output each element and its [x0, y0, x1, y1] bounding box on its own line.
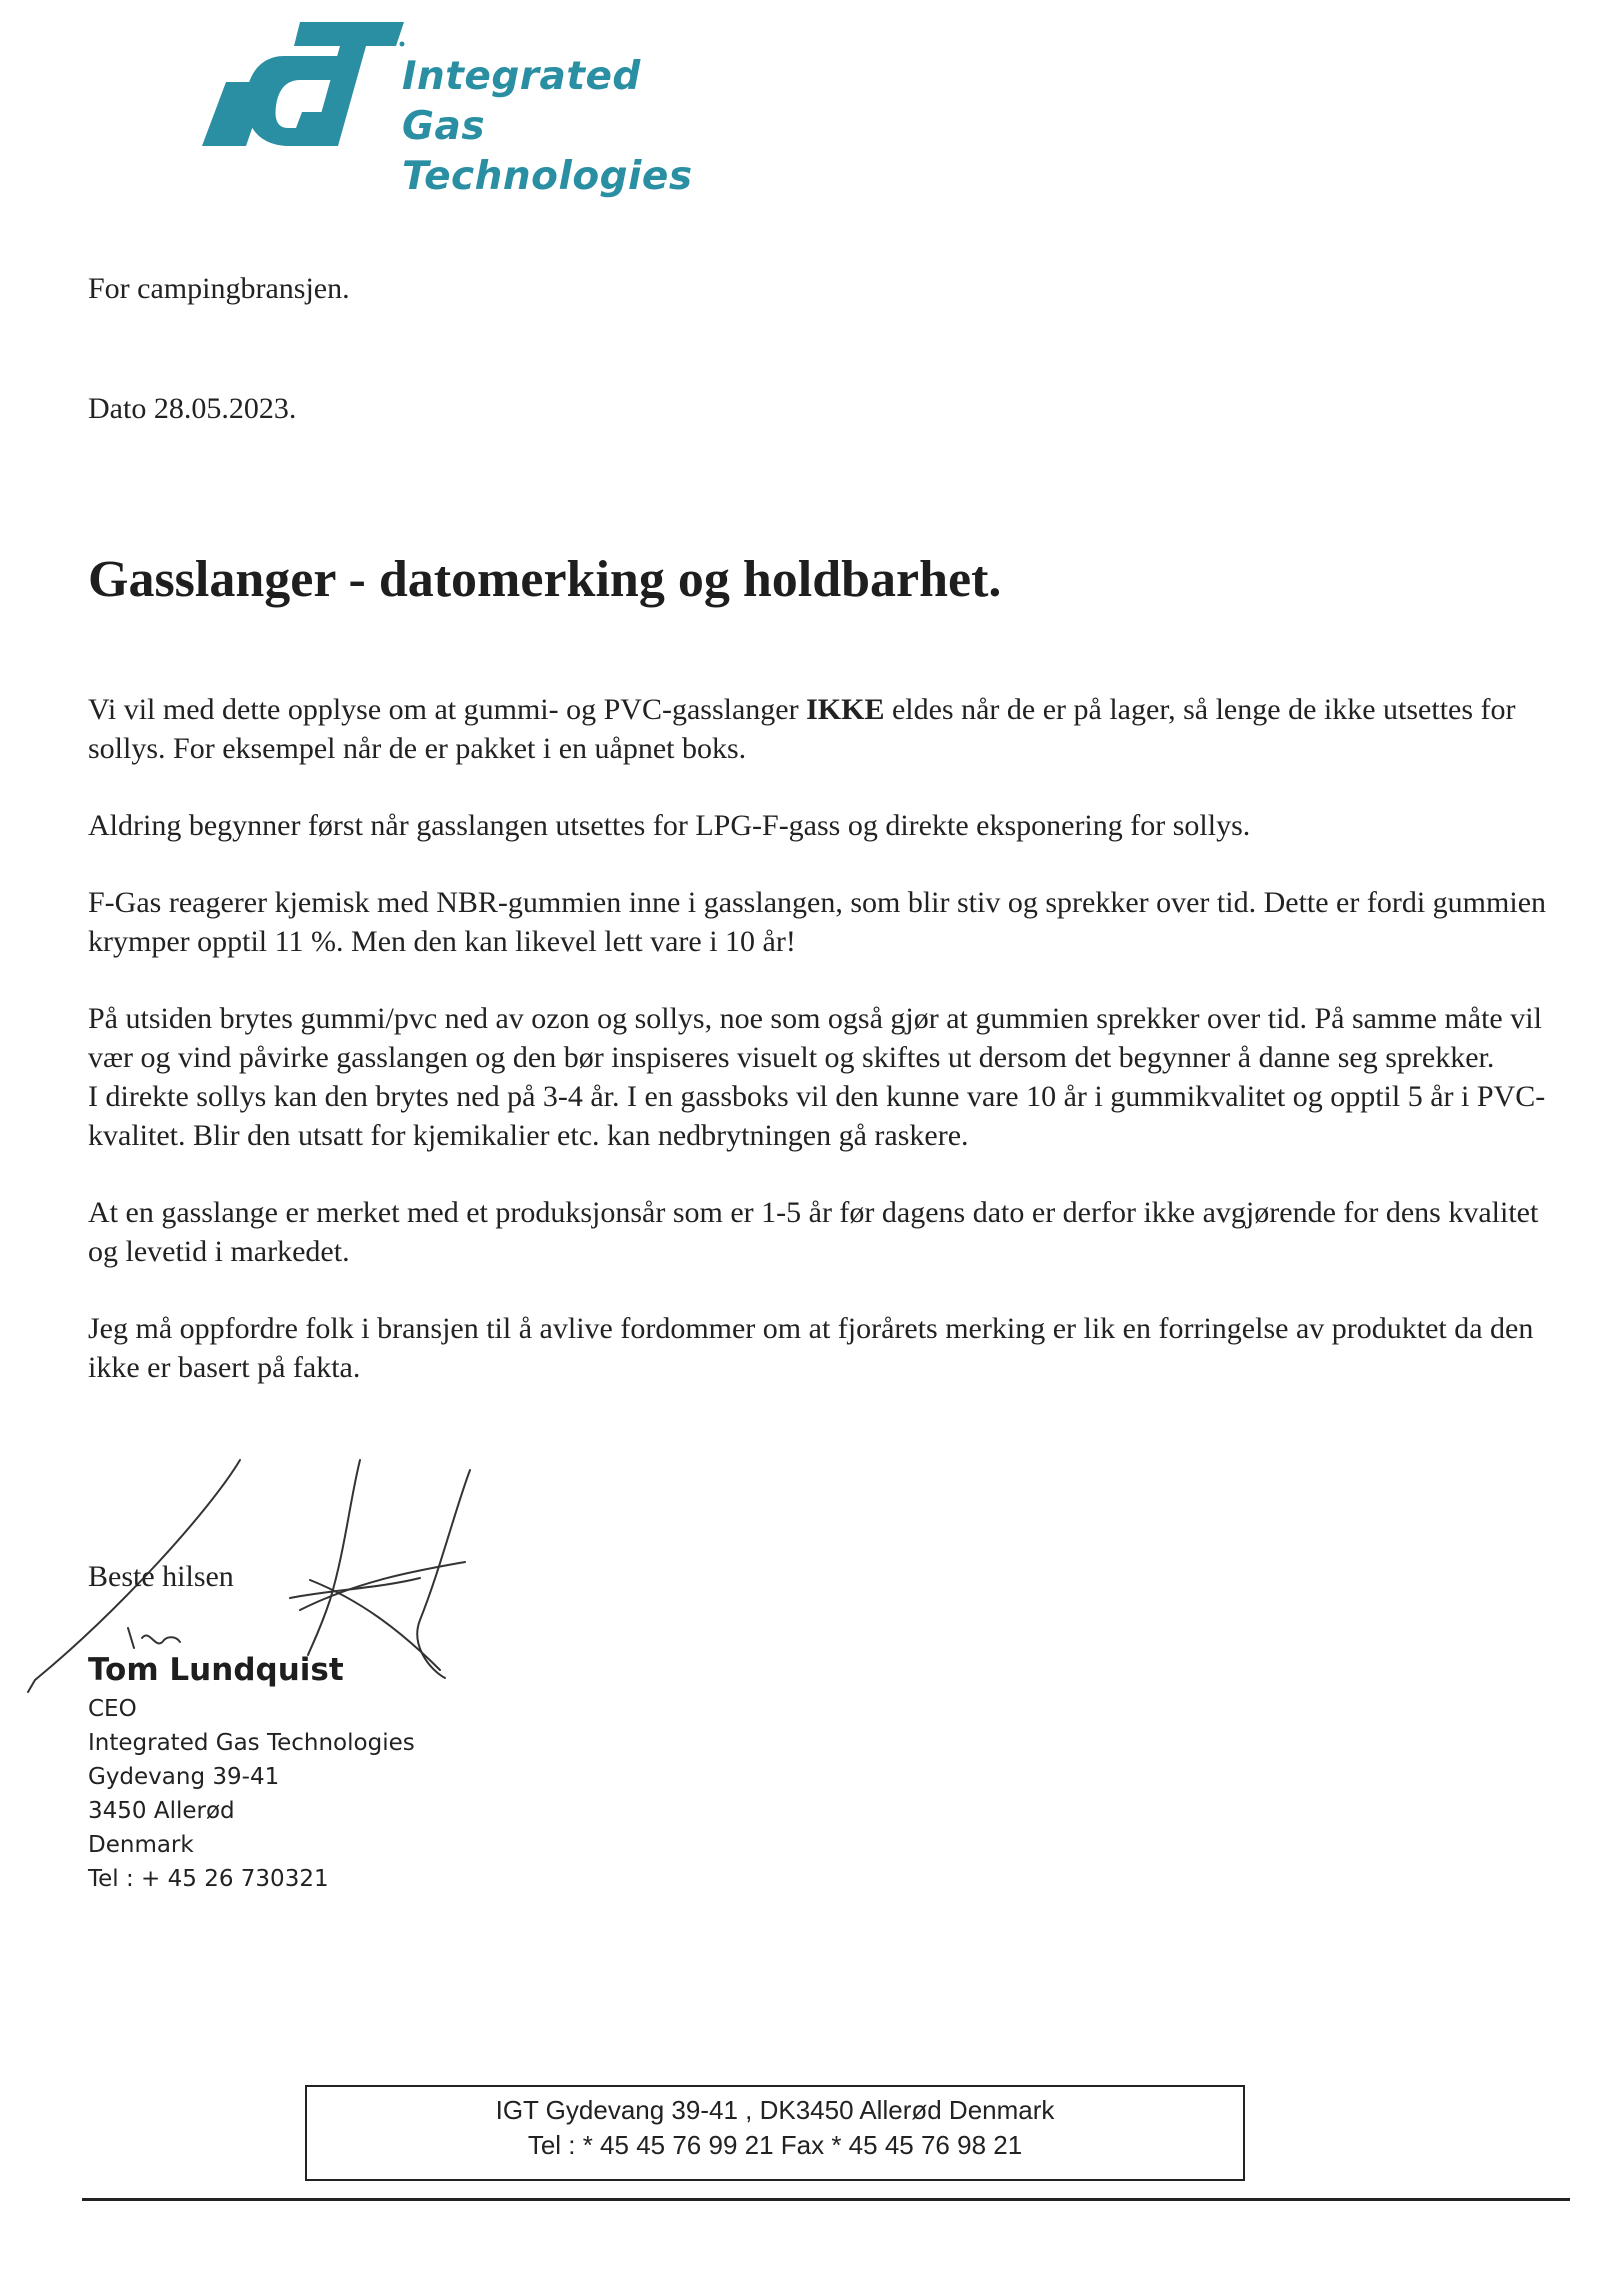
recipient-line: For campingbransjen. [88, 272, 350, 305]
date-line: Dato 28.05.2023. [88, 392, 297, 425]
company-name-line2: Technologies [402, 154, 693, 199]
signatory-country: Denmark [88, 1832, 194, 1858]
letter-title: Gasslanger - datomerking og holdbarhet. [88, 551, 1002, 608]
signatory-company: Integrated Gas Technologies [88, 1730, 415, 1756]
letter-body [88, 690, 1568, 1425]
company-wordmark [402, 52, 730, 202]
signature-block [88, 1648, 415, 1896]
footer-divider [82, 2198, 1570, 2201]
paragraph-6: At en gasslange er merket med et produksjonsår som er 1-5 år før dagens dato er derfor ikke avgjørende for dens kvalitet og levetid i markedet. [88, 1196, 1539, 1268]
signatory-phone: Tel : + 45 26 730321 [88, 1866, 329, 1892]
signatory-role: CEO [88, 1696, 137, 1722]
paragraph-1: Vi vil med dette opplyse om at gummi- og PVC-gasslanger IKKE eldes når de er på lager, så lenge de ikke utsettes for sollys. For eksempel når de er pakket i en uåpnet boks. [88, 693, 1516, 765]
footer-address-box [305, 2085, 1245, 2181]
paragraph-3: F-Gas reagerer kjemisk med NBR-gummien inne i gasslangen, som blir stiv og sprekker over tid. Dette er fordi gummien krymper opptil 11 %. Men den kan likevel lett vare i 10 år! [88, 886, 1547, 958]
igt-logo-mark [190, 14, 410, 154]
signatory-street: Gydevang 39-41 [88, 1764, 280, 1790]
closing-greeting: Beste hilsen [88, 1560, 234, 1593]
signatory-name: Tom Lundquist [88, 1652, 344, 1688]
company-name-line1: Integrated Gas [402, 54, 641, 149]
paragraph-4: På utsiden brytes gummi/pvc ned av ozon og sollys, noe som også gjør at gummien sprekker over tid. På samme måte vil vær og vind påvirke gasslangen og den bør inspiseres visuelt og skiftes ut dersom det begynner å danne seg sprekker. [88, 1002, 1542, 1074]
emphasis-ikke: IKKE [806, 693, 885, 726]
footer-address-line: IGT Gydevang 39-41 , DK3450 Allerød Denmark [495, 2095, 1055, 2125]
paragraph-7: Jeg må oppfordre folk i bransjen til å avlive fordommer om at fjorårets merking er lik en forringelse av produktet da den ikke er basert på fakta. [88, 1312, 1534, 1384]
paragraph-2: Aldring begynner først når gasslangen utsettes for LPG-F-gass og direkte eksponering for sollys. [88, 809, 1251, 842]
company-logo [190, 14, 730, 199]
paragraph-5: I direkte sollys kan den brytes ned på 3-4 år. I en gassboks vil den kunne vare 10 år i gummikvalitet og opptil 5 år i PVC-kvalitet. Blir den utsatt for kjemikalier etc. kan nedbrytningen gå raskere. [88, 1080, 1546, 1152]
signatory-city: 3450 Allerød [88, 1798, 235, 1824]
footer-contact-line: Tel : * 45 45 76 99 21 Fax * 45 45 76 98 21 [527, 2130, 1023, 2160]
